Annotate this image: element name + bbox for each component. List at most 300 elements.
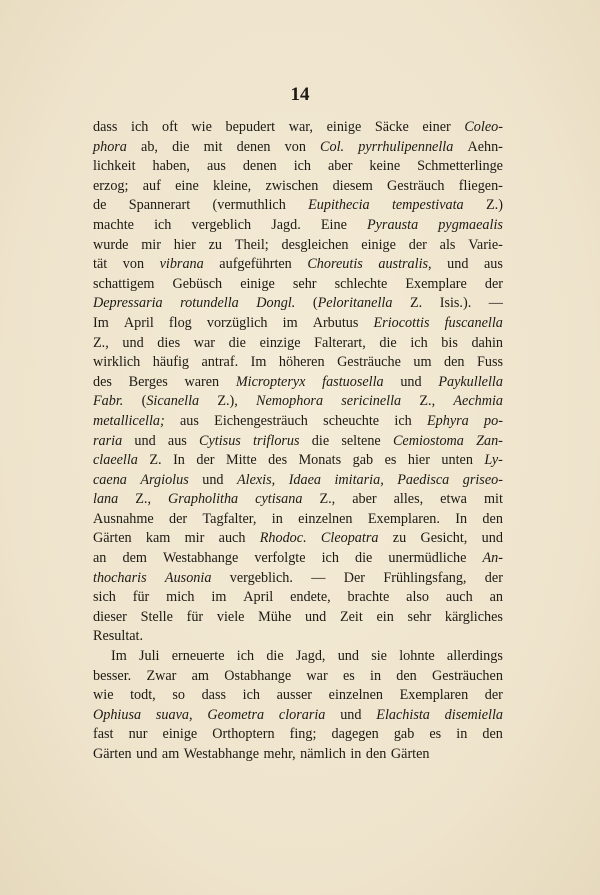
roman-text: ich [131, 119, 149, 135]
text-line [93, 373, 503, 393]
word [93, 196, 106, 216]
word [254, 549, 305, 569]
word [172, 138, 189, 158]
word [446, 588, 473, 608]
roman-text: im [282, 314, 298, 331]
roman-text: mir [184, 530, 205, 547]
word [410, 294, 422, 314]
italic-taxon: Idaea [288, 471, 321, 488]
roman-text: diesem [332, 177, 373, 194]
word [191, 118, 212, 138]
roman-text: Z.), [217, 393, 238, 410]
text-line [93, 471, 503, 491]
roman-text: und [400, 373, 422, 390]
roman-text: Z.) [485, 197, 503, 214]
roman-text: hier [173, 236, 196, 253]
word [93, 138, 127, 158]
word [344, 569, 365, 589]
italic-taxon: fastuosella [322, 373, 384, 390]
roman-text: Juli [139, 648, 160, 665]
word [410, 334, 427, 354]
text-line [93, 490, 503, 510]
text-line [93, 432, 503, 452]
word [334, 471, 383, 491]
word [279, 706, 326, 726]
roman-text: zwischen [265, 177, 319, 194]
roman-text: des [93, 373, 112, 390]
italic-taxon: raria [93, 432, 123, 449]
word [93, 157, 136, 177]
italic-taxon: pyrrhulipennella [358, 138, 454, 155]
italic-taxon: Eriocottis [373, 314, 430, 331]
word [376, 706, 430, 726]
roman-text: Gärten [93, 746, 132, 762]
word [134, 432, 155, 452]
word [335, 275, 388, 295]
roman-text: Ausnahme [93, 510, 154, 527]
roman-text: Z., [135, 491, 151, 508]
word [211, 588, 226, 608]
word [338, 647, 359, 667]
word [379, 334, 396, 354]
roman-text: schlechte [334, 275, 388, 292]
roman-text: Gärten [390, 746, 430, 762]
word [369, 157, 400, 177]
roman-text: also [406, 589, 430, 606]
roman-text: es [342, 667, 355, 684]
roman-text: desgleichen [281, 236, 349, 253]
italic-taxon: cloraria [278, 706, 326, 723]
roman-text: aufgeführten [219, 256, 292, 273]
text-line [93, 412, 503, 432]
word [237, 471, 275, 491]
word [141, 138, 158, 158]
word [388, 549, 466, 569]
word [230, 569, 293, 589]
word [368, 510, 440, 530]
roman-text: war [306, 667, 328, 684]
roman-text: in [370, 667, 382, 684]
roman-text: auch [218, 530, 246, 547]
roman-text: einige [361, 236, 396, 253]
roman-text: bis [441, 334, 458, 351]
roman-text: scheuchte [323, 412, 380, 429]
word [341, 392, 401, 412]
word [341, 432, 380, 452]
roman-text: hier [407, 452, 430, 469]
word [243, 686, 260, 706]
word [229, 334, 246, 354]
word [399, 647, 434, 667]
roman-text: antraf. [201, 354, 239, 371]
word [194, 334, 215, 354]
italic-taxon: griseo- [462, 471, 503, 488]
roman-text: schattigem [93, 275, 155, 292]
word [484, 451, 503, 471]
roman-text: mir [141, 236, 161, 253]
text-line [93, 745, 503, 765]
roman-text: ( [141, 393, 147, 410]
word [168, 490, 238, 510]
roman-text: die [266, 648, 284, 665]
roman-text: Schmetterlinge [417, 158, 503, 175]
roman-text: Gesträuche [337, 354, 401, 371]
roman-text: am [161, 746, 180, 762]
roman-text: von [122, 256, 145, 273]
roman-text: Varie- [468, 236, 503, 253]
word [237, 138, 271, 158]
italic-taxon: cytisana [255, 491, 303, 508]
word [300, 745, 346, 765]
word [323, 412, 379, 432]
text-line [93, 236, 503, 256]
roman-text: In [173, 452, 185, 469]
word [143, 177, 161, 197]
italic-taxon: Nemophora [256, 393, 324, 410]
roman-text: Säcke [374, 119, 409, 135]
roman-text: und [202, 471, 224, 488]
word [358, 138, 453, 158]
word [455, 510, 467, 530]
word [93, 706, 141, 726]
roman-text: die [311, 432, 330, 449]
word [272, 510, 283, 530]
roman-text: erzog; [93, 177, 129, 194]
word [290, 725, 317, 745]
word [253, 432, 300, 452]
word [453, 392, 503, 412]
roman-text: unermüdliche [388, 550, 467, 567]
word [447, 647, 503, 667]
roman-text: denen [242, 158, 277, 175]
word [419, 392, 435, 412]
roman-text: Gesicht, [420, 530, 468, 547]
italic-taxon: Geometra [207, 706, 265, 723]
word [133, 588, 150, 608]
word [93, 432, 122, 452]
word [333, 177, 373, 197]
italic-taxon: Paedisca [397, 471, 450, 488]
roman-text: sie [371, 648, 387, 665]
word [93, 686, 114, 706]
word [456, 725, 467, 745]
word [485, 569, 503, 589]
roman-text: einer [422, 119, 451, 135]
roman-text: lichkeit [93, 158, 136, 175]
roman-text: Isis.). [439, 295, 472, 312]
roman-text: dagegen [331, 726, 379, 743]
word [406, 588, 429, 608]
word [393, 529, 406, 549]
roman-text: viele [216, 608, 245, 625]
word [140, 471, 188, 491]
roman-text: Stelle [140, 608, 173, 625]
word [226, 451, 257, 471]
italic-taxon: Ophiusa [93, 706, 142, 723]
word [459, 177, 503, 197]
text-line [93, 118, 503, 138]
roman-text: (vermuthlich [212, 197, 286, 214]
word [266, 647, 283, 667]
italic-taxon: australis [378, 256, 429, 273]
roman-text: die [172, 138, 190, 155]
word [187, 608, 204, 628]
roman-text: den [482, 510, 503, 527]
roman-text: um [413, 354, 432, 371]
word [172, 686, 185, 706]
roman-text: den [443, 354, 465, 371]
roman-text: gab [352, 452, 374, 469]
roman-text: den [482, 726, 503, 743]
word [289, 118, 313, 138]
roman-text: Zeit [339, 608, 363, 625]
word [264, 745, 296, 765]
word [131, 118, 148, 138]
roman-text: von [284, 138, 306, 155]
roman-text: wirklich [93, 354, 141, 371]
roman-text: Jagd. [271, 216, 301, 233]
roman-text: aus [179, 412, 199, 429]
roman-text: Zwar [146, 667, 177, 684]
roman-text: fast [93, 726, 114, 743]
roman-text: Fuss [476, 354, 503, 371]
roman-text: kam [145, 530, 171, 547]
text-line [93, 569, 503, 589]
roman-text: haben, [152, 158, 190, 175]
word [296, 647, 326, 667]
word [298, 510, 352, 530]
roman-text: und [447, 256, 469, 273]
roman-text: machte [93, 216, 134, 233]
word [93, 529, 132, 549]
roman-text: die [379, 334, 397, 351]
word [139, 647, 160, 667]
roman-text: Im [93, 314, 109, 331]
roman-text: am [191, 667, 209, 684]
word [405, 275, 466, 295]
word [141, 608, 173, 628]
word [237, 647, 254, 667]
word [441, 334, 458, 354]
roman-text: in [350, 746, 362, 762]
roman-text: wie [191, 119, 212, 135]
word [185, 529, 205, 549]
roman-text: keine [369, 158, 401, 175]
roman-text: ich [154, 216, 172, 233]
italic-taxon: An- [482, 550, 503, 567]
word [93, 255, 107, 275]
italic-taxon: Eupithecia [308, 197, 370, 214]
word [136, 745, 157, 765]
word [122, 334, 143, 354]
roman-text: mehr, [263, 746, 296, 762]
italic-taxon: thocharis [93, 569, 147, 586]
word [282, 236, 349, 256]
word [313, 294, 393, 314]
text-line [93, 608, 503, 628]
word [463, 471, 503, 491]
roman-text: Z., [93, 334, 109, 351]
word [482, 510, 503, 530]
text-line [93, 588, 503, 608]
italic-taxon: Col. [320, 138, 345, 155]
word [219, 255, 291, 275]
word [394, 412, 411, 432]
word [129, 196, 190, 216]
word [468, 236, 503, 256]
word [111, 647, 127, 667]
roman-text: der [196, 452, 215, 469]
text-line [93, 177, 503, 197]
roman-text: Z. [149, 452, 162, 469]
italic-taxon: Pyrausta [366, 216, 419, 233]
word [340, 706, 361, 726]
word [243, 157, 277, 177]
roman-text: mit [483, 491, 503, 508]
roman-text: nämlich [300, 746, 346, 762]
word [192, 667, 209, 687]
text-line [93, 138, 503, 158]
text-line [93, 294, 503, 314]
roman-text: sehr [407, 608, 432, 625]
text-line [93, 647, 503, 667]
word [467, 138, 502, 158]
roman-text: und [136, 746, 158, 762]
roman-text: aus [483, 256, 503, 273]
roman-text: kleine, [213, 177, 252, 194]
roman-text: aus [206, 158, 226, 175]
word [485, 275, 503, 295]
word [445, 608, 503, 628]
word [392, 196, 464, 216]
word [129, 725, 148, 745]
text-line [93, 255, 503, 275]
word [93, 588, 116, 608]
word [383, 569, 466, 589]
roman-text: und [337, 648, 359, 665]
text-line [93, 314, 503, 334]
word [394, 725, 415, 745]
word [320, 138, 344, 158]
word [331, 725, 378, 745]
roman-text: an [93, 550, 107, 567]
italic-taxon: Alexis, [236, 471, 276, 488]
roman-text: einzige [259, 334, 301, 351]
roman-text: dies [157, 334, 181, 351]
italic-taxon: imitaria, [334, 471, 384, 488]
word [305, 608, 326, 628]
italic-taxon: Argiolus [140, 471, 189, 488]
roman-text: der [484, 569, 503, 586]
roman-text: ich [410, 334, 428, 351]
word [293, 275, 317, 295]
word [180, 294, 239, 314]
italic-taxon: Ly- [484, 452, 503, 469]
word [377, 608, 394, 628]
word [224, 667, 291, 687]
roman-text: häufig [152, 354, 190, 371]
word [173, 275, 223, 295]
roman-text: ich [321, 550, 339, 567]
italic-taxon: sericinella [341, 393, 402, 410]
roman-text: den [396, 667, 417, 684]
italic-taxon: Ephyra [426, 412, 469, 429]
roman-text: gab [393, 726, 415, 743]
word [408, 451, 430, 471]
roman-text: aber [352, 491, 377, 508]
word [440, 236, 456, 256]
word [396, 667, 417, 687]
roman-text: ( [312, 295, 318, 312]
word [213, 177, 251, 197]
word [163, 549, 238, 569]
word [172, 647, 225, 667]
word [236, 373, 306, 393]
roman-text: einige [162, 726, 198, 743]
roman-text: besser. [93, 667, 132, 684]
word [184, 745, 259, 765]
word [490, 588, 503, 608]
word [312, 432, 329, 452]
word [163, 725, 198, 745]
word [311, 569, 325, 589]
roman-text: Z., [319, 491, 336, 508]
word [447, 255, 468, 275]
roman-text: Im [250, 354, 267, 371]
italic-taxon: Fabr. [93, 393, 124, 410]
roman-text: In [455, 510, 468, 527]
roman-text: dass [201, 687, 227, 704]
roman-text: wurde [93, 236, 129, 253]
text-line [93, 216, 503, 236]
text-line [93, 686, 503, 706]
word [149, 451, 161, 471]
word [440, 490, 467, 510]
word [93, 216, 134, 236]
roman-text: Gesträuch [387, 177, 445, 194]
word [337, 353, 401, 373]
word [322, 373, 383, 393]
roman-text: Berges [128, 373, 168, 390]
roman-text: so [172, 687, 185, 704]
italic-taxon: Grapholitha [168, 491, 239, 508]
word [471, 334, 503, 354]
italic-taxon: Depressaria [93, 295, 163, 312]
word [93, 608, 127, 628]
word [348, 588, 390, 608]
word [93, 118, 117, 138]
text-line [93, 275, 503, 295]
word [313, 314, 359, 334]
roman-text: auf [142, 177, 161, 194]
word [413, 353, 431, 373]
roman-text: die [228, 334, 246, 351]
word [438, 373, 503, 393]
word [202, 353, 239, 373]
word [93, 275, 154, 295]
word [130, 686, 156, 706]
roman-text: es [384, 452, 397, 469]
word [375, 118, 409, 138]
word [219, 529, 246, 549]
word [484, 255, 503, 275]
word [243, 588, 273, 608]
word [266, 177, 319, 197]
word [290, 588, 331, 608]
roman-text: ich [242, 687, 260, 704]
italic-taxon: Paykullella [438, 373, 503, 390]
word [438, 216, 503, 236]
